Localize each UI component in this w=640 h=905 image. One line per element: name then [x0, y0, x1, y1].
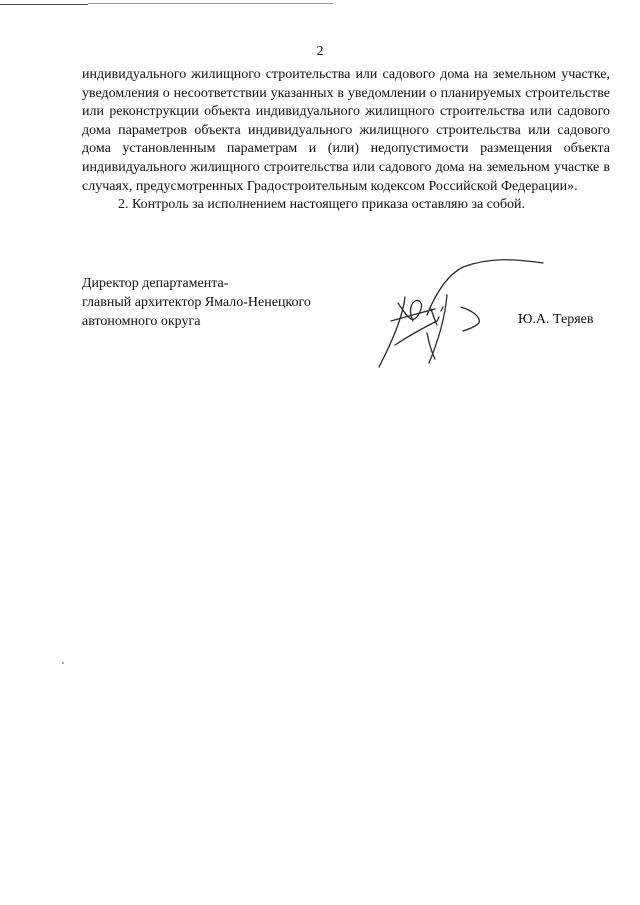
signatory-title-line-1: Директор департамента-	[82, 276, 229, 291]
signatory-title-line-2: главный архитектор Ямало-Ненецкого	[82, 295, 311, 310]
signatory-title-line-3: автономного округа	[82, 314, 201, 329]
paragraph-item-2: 2. Контроль за исполнением настоящего приказа оставляю за собой.	[118, 197, 526, 213]
document-body	[82, 66, 610, 215]
signatory-title-block	[82, 274, 311, 331]
scan-speck	[62, 662, 64, 664]
page-number: 2	[316, 44, 324, 59]
scan-edge-line-faint	[88, 3, 333, 4]
paragraph-continuation: индивидуального жилищного строительства или садового дома на земельном участке, уведомления о несоответствии указанных в уведомлении о планируемых строительстве или реконструкции объекта индивидуального жилищного строительства или садового дома параметров объекта индивидуального жилищного строительства или садового дома установленным параметрам и (или) недопустимости размещения объекта индивидуального жилищного строительства или садового дома на земельном участке в случаях, предусмотренных Градостроительным кодексом Российской Федерации».	[82, 67, 610, 194]
scan-edge-line	[0, 4, 88, 5]
signer-name: Ю.А. Теряев	[518, 312, 594, 327]
